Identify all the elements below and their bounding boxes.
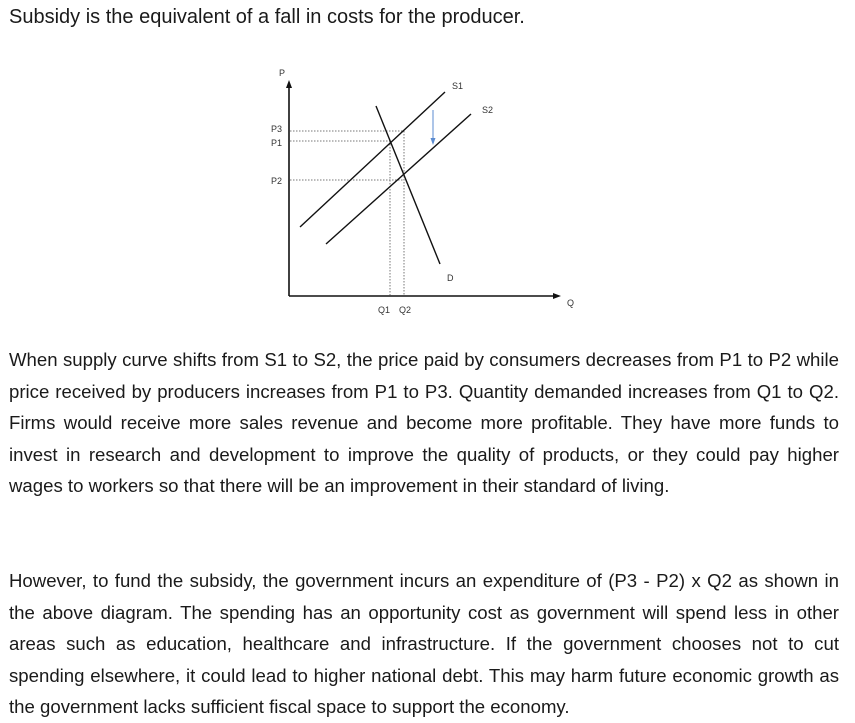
curve-label-d: D — [447, 273, 454, 283]
demand-curve — [376, 106, 440, 264]
supply-demand-diagram — [0, 0, 855, 340]
quantity-label-q2: Q2 — [399, 305, 412, 315]
price-axis-arrowhead — [286, 80, 292, 88]
shift-arrow-head — [431, 138, 436, 145]
curve-label-s2: S2 — [482, 105, 494, 115]
quantity-label-q1: Q1 — [378, 305, 391, 315]
supply-curve-s2 — [326, 114, 471, 244]
heading: Subsidy is the equivalent of a fall in costs for the producer. — [9, 6, 525, 28]
axis-label-p: P — [279, 68, 286, 78]
quantity-axis-arrowhead — [553, 293, 561, 299]
axis-label-q: Q — [567, 298, 575, 308]
price-label-p1: P1 — [271, 138, 283, 148]
paragraph-costs: However, to fund the subsidy, the government incurs an expenditure of (P3 - P2) x Q2 as shown in the above diagram. The spending has an opportunity cost as government will spend less in other areas such as education, healthcare and infrastructure. If the government chooses not to cut spending elsewhere, it could lead to higher national debt. This may harm future economic growth as the government lacks sufficient fiscal space to support the economy. — [9, 570, 839, 717]
supply-curve-s1 — [300, 92, 445, 227]
price-label-p3: P3 — [271, 124, 283, 134]
price-label-p2: P2 — [271, 176, 283, 186]
paragraph-effects: When supply curve shifts from S1 to S2, the price paid by consumers decreases from P1 to P2 while price received by producers increases from P1 to P3. Quantity demanded increases from Q1 to Q2. Firms would receive more sales revenue and become more profitable. They have more funds to invest in research and development to improve the quality of products, or they could pay higher wages to workers so that there will be an improvement in their standard of living. — [9, 349, 839, 496]
curve-label-s1: S1 — [452, 81, 464, 91]
